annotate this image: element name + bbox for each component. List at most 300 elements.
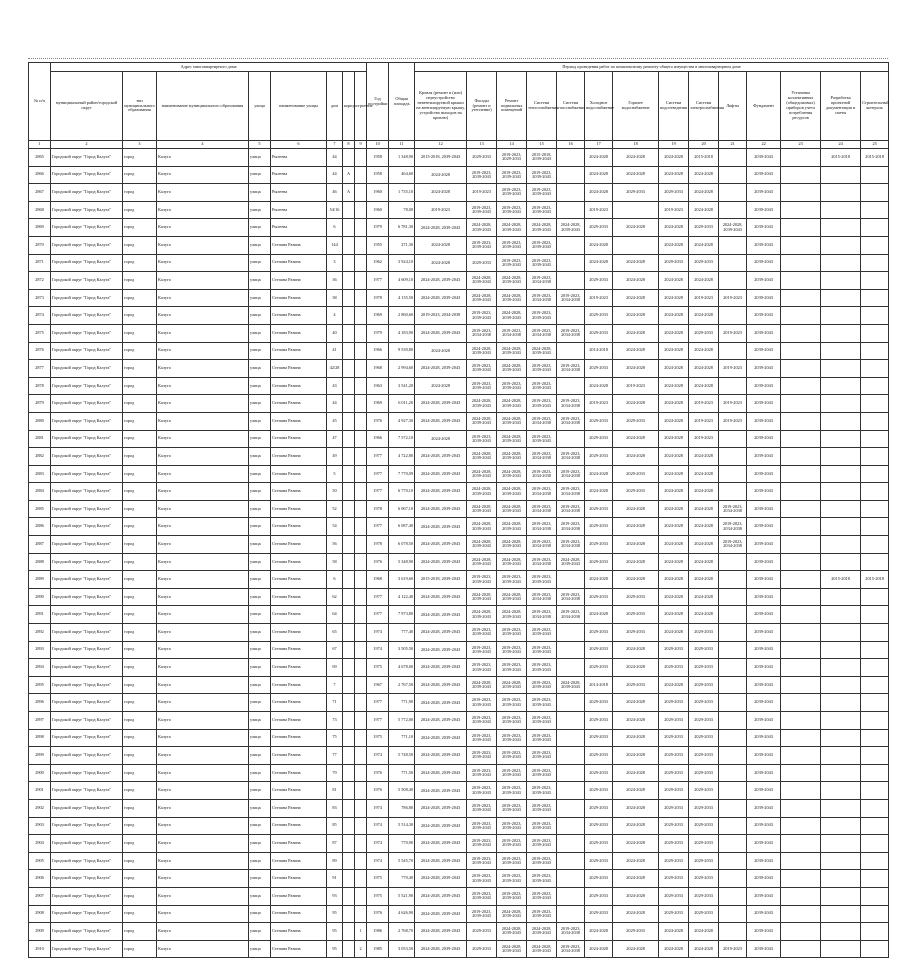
row-roof: 2024-2028, 2039-2043 [415, 606, 467, 624]
table-row [29, 817, 889, 835]
row-korpus [343, 712, 355, 730]
row-facade: 2024-2028, 2039-2043 [467, 483, 497, 501]
row-gas [557, 764, 585, 782]
row-meters [781, 887, 821, 905]
table-row [29, 395, 889, 413]
row-heating: 2019-2023, 2034-2038 [527, 606, 557, 624]
row-sewer: 2029-2033 [659, 852, 689, 870]
table-row [29, 201, 889, 219]
row-year: 1974 [367, 799, 389, 817]
row-meters [781, 641, 821, 659]
row-design [821, 624, 861, 642]
table-row [29, 342, 889, 360]
row-lifts: 2024-2028, 2039-2043 [719, 219, 747, 237]
row-area: 3 541,20 [389, 377, 415, 395]
row-street-type: улица [249, 412, 271, 430]
row-hot-water: 2029-2033 [613, 588, 659, 606]
row-roof: 2024-2028, 2039-2043 [415, 799, 467, 817]
row-foundation: 2019-2023, 2039-2043 [497, 817, 527, 835]
row-municipal: Городской округ "Город Калуга" [51, 465, 123, 483]
row-stroenie [355, 166, 367, 184]
row-foundation: 2024-2028, 2039-2043 [497, 536, 527, 554]
row-municipal: Городской округ "Город Калуга" [51, 201, 123, 219]
row-street: Степана Разина [271, 764, 327, 782]
row-street-type: улица [249, 448, 271, 466]
row-name: Калуга [157, 835, 249, 853]
row-name: Калуга [157, 553, 249, 571]
row-street-type: улица [249, 307, 271, 325]
row-type: город [123, 307, 157, 325]
row-electric: 2029-2033 [689, 254, 719, 272]
row-meters [781, 184, 821, 202]
row-roof: 2024-2028, 2039-2043 [415, 659, 467, 677]
row-street-type: улица [249, 553, 271, 571]
row-stroenie [355, 395, 367, 413]
row-roof: 2024-2028, 2039-2043 [415, 870, 467, 888]
row-facade: 2024-2028, 2039-2043 [467, 553, 497, 571]
row-type: город [123, 553, 157, 571]
row-street-type: улица [249, 835, 271, 853]
row-design: 2015-2018 [821, 149, 861, 167]
table-row [29, 324, 889, 342]
row-house: 38 [327, 289, 343, 307]
row-street: Степана Разина [271, 307, 327, 325]
row-foundation: 2019-2023, 2039-2043 [497, 764, 527, 782]
row-area: 2 768,70 [389, 923, 415, 941]
row-num: 2908 [29, 905, 51, 923]
row-stroenie [355, 430, 367, 448]
row-hot-water: 2024-2028 [613, 272, 659, 290]
row-area: 4 678,00 [389, 659, 415, 677]
row-hot-water: 2024-2028 [613, 324, 659, 342]
row-construction-control [861, 166, 889, 184]
row-year: 1955 [367, 236, 389, 254]
row-cold-water: 2029-2033 [585, 588, 613, 606]
row-heating: 2019-2023, 2039-2043 [527, 641, 557, 659]
row-lifts [719, 571, 747, 589]
row-heating: 2019-2023, 2039-2043 [527, 395, 557, 413]
row-sewer: 2024-2028 [659, 219, 689, 237]
row-area: 4 609,10 [389, 272, 415, 290]
row-stroenie [355, 307, 367, 325]
row-sewer: 2024-2028 [659, 518, 689, 536]
table-row [29, 694, 889, 712]
row-house: 75 [327, 729, 343, 747]
row-area: 7 770,09 [389, 465, 415, 483]
row-facade: 2029-2033 [467, 923, 497, 941]
row-gas: 2024-2028, 2039-2043 [557, 676, 585, 694]
row-stroenie [355, 606, 367, 624]
table-row [29, 518, 889, 536]
row-street-type: улица [249, 395, 271, 413]
row-type: город [123, 500, 157, 518]
row-stroenie [355, 448, 367, 466]
row-sewer: 2024-2028 [659, 923, 689, 941]
row-facade: 2024-2028, 2039-2043 [467, 465, 497, 483]
row-roof: 2024-2028, 2039-2043 [415, 219, 467, 237]
row-name: Калуга [157, 676, 249, 694]
row-street-type: улица [249, 940, 271, 958]
row-meters [781, 923, 821, 941]
row-num: 2907 [29, 887, 51, 905]
table-row [29, 782, 889, 800]
row-house: 95 [327, 905, 343, 923]
row-year: 1976 [367, 764, 389, 782]
row-heating: 2019-2023, 2034-2038 [527, 553, 557, 571]
row-area: 4 927,30 [389, 412, 415, 430]
row-sewer: 2029-2033 [659, 712, 689, 730]
row-street: Степана Разина [271, 412, 327, 430]
row-electric: 2029-2033 [689, 729, 719, 747]
row-gas [557, 641, 585, 659]
row-foundation: 2024-2028, 2039-2043 [497, 500, 527, 518]
row-name: Калуга [157, 641, 249, 659]
table-row [29, 852, 889, 870]
row-gas: 2019-2023, 2034-2038 [557, 606, 585, 624]
row-sewer: 2024-2028 [659, 448, 689, 466]
row-sewer: 2029-2033 [659, 835, 689, 853]
row-year: 1977 [367, 483, 389, 501]
row-num: 2876 [29, 342, 51, 360]
row-heating: 2019-2023, 2039-2043 [527, 782, 557, 800]
row-electric: 2029-2033 [689, 712, 719, 730]
row-gas: 2024-2028, 2039-2043 [557, 553, 585, 571]
row-area: 1 735,10 [389, 184, 415, 202]
row-stroenie [355, 483, 367, 501]
row-sewer: 2024-2028 [659, 395, 689, 413]
row-type: город [123, 606, 157, 624]
row-construction-control [861, 201, 889, 219]
row-year: 1960 [367, 201, 389, 219]
row-year: 1966 [367, 430, 389, 448]
row-municipal: Городской округ "Город Калуга" [51, 324, 123, 342]
row-cold-water: 2014-2018 [585, 342, 613, 360]
row-street: Степана Разина [271, 676, 327, 694]
row-municipal: Городской округ "Город Калуга" [51, 923, 123, 941]
row-construction-control [861, 553, 889, 571]
row-foundation: 2019-2023, 2034-2038 [497, 324, 527, 342]
row-gas: 2019-2023, 2034-2038 [557, 923, 585, 941]
row-house: 49 [327, 448, 343, 466]
row-area: 777,40 [389, 624, 415, 642]
table-row [29, 448, 889, 466]
row-lifts [719, 870, 747, 888]
col-electric: Система электроснабжения [689, 72, 719, 141]
row-stroenie [355, 676, 367, 694]
row-lifts: 2019-2023, 2034-2038 [719, 536, 747, 554]
row-meters [781, 588, 821, 606]
row-sewer: 2029-2033 [659, 817, 689, 835]
row-area: 5 545,70 [389, 852, 415, 870]
row-street-type: улица [249, 254, 271, 272]
table-row [29, 905, 889, 923]
row-name: Калуга [157, 940, 249, 958]
column-number: 5 [249, 141, 271, 149]
row-name: Калуга [157, 747, 249, 765]
row-facade: 2019-2023, 2039-2043 [467, 201, 497, 219]
row-meters [781, 835, 821, 853]
row-cold-water: 2029-2033 [585, 799, 613, 817]
row-house: 3 [327, 254, 343, 272]
row-gas [557, 870, 585, 888]
row-house: 54 [327, 518, 343, 536]
row-type: город [123, 887, 157, 905]
table-row [29, 465, 889, 483]
row-roof: 2024-2028, 2039-2043 [415, 500, 467, 518]
row-design [821, 676, 861, 694]
row-meters [781, 852, 821, 870]
row-electric: 2024-2028 [689, 236, 719, 254]
row-type: город [123, 166, 157, 184]
row-sewer: 2024-2028 [659, 289, 689, 307]
row-year: 1977 [367, 588, 389, 606]
row-foundation2: 2039-2043 [747, 430, 781, 448]
row-facade: 2019-2023, 2039-2043 [467, 377, 497, 395]
row-design [821, 764, 861, 782]
row-roof: 2024-2028, 2039-2043 [415, 518, 467, 536]
row-hot-water: 2024-2028 [613, 342, 659, 360]
row-roof: 2024-2028, 2039-2043 [415, 782, 467, 800]
row-type: город [123, 324, 157, 342]
repair-program-table [28, 62, 889, 958]
row-construction-control [861, 729, 889, 747]
row-gas [557, 782, 585, 800]
row-heating: 2024-2028, 2039-2043 [527, 940, 557, 958]
row-type: город [123, 342, 157, 360]
row-lifts [719, 835, 747, 853]
row-street-type: улица [249, 712, 271, 730]
row-area: 770,90 [389, 835, 415, 853]
row-cold-water: 2024-2028 [585, 606, 613, 624]
row-heating: 2019-2023, 2039-2043 [527, 676, 557, 694]
row-facade: 2019-2023, 2039-2043 [467, 887, 497, 905]
row-roof: 2015-2018, 2039-2043 [415, 149, 467, 167]
row-heating: 2019-2023, 2039-2043 [527, 764, 557, 782]
row-stroenie [355, 377, 367, 395]
row-house: 87 [327, 835, 343, 853]
row-house: 71 [327, 694, 343, 712]
row-construction-control [861, 852, 889, 870]
row-electric: 2024-2028 [689, 342, 719, 360]
row-name: Калуга [157, 184, 249, 202]
table-row [29, 659, 889, 677]
row-meters [781, 905, 821, 923]
table-row [29, 870, 889, 888]
row-electric: 2024-2028 [689, 536, 719, 554]
row-facade: 2024-2028, 2039-2043 [467, 448, 497, 466]
row-design [821, 307, 861, 325]
row-meters [781, 747, 821, 765]
row-roof: 2024-2028, 2039-2043 [415, 712, 467, 730]
table-row [29, 536, 889, 554]
row-korpus [343, 377, 355, 395]
row-gas [557, 852, 585, 870]
row-street-type: улица [249, 887, 271, 905]
row-hot-water: 2024-2028 [613, 659, 659, 677]
row-korpus [343, 923, 355, 941]
row-electric: 2024-2028 [689, 606, 719, 624]
row-municipal: Городской округ "Город Калуга" [51, 518, 123, 536]
col-year: Год постройки [367, 63, 389, 141]
row-street: Степана Разина [271, 465, 327, 483]
row-name: Калуга [157, 201, 249, 219]
row-construction-control [861, 254, 889, 272]
row-area: 6 770,10 [389, 483, 415, 501]
row-year: 1974 [367, 641, 389, 659]
row-foundation2: 2039-2043 [747, 536, 781, 554]
column-number: 10 [367, 141, 389, 149]
column-number: 13 [467, 141, 497, 149]
row-foundation2: 2039-2043 [747, 694, 781, 712]
row-foundation: 2019-2023, 2039-2043 [497, 571, 527, 589]
row-type: город [123, 184, 157, 202]
row-korpus [343, 940, 355, 958]
row-cold-water: 2019-2023 [585, 289, 613, 307]
row-lifts [719, 799, 747, 817]
row-type: город [123, 360, 157, 378]
row-hot-water: 2029-2033 [613, 412, 659, 430]
row-construction-control [861, 641, 889, 659]
row-num: 2909 [29, 923, 51, 941]
row-meters [781, 430, 821, 448]
row-municipal: Городской округ "Город Калуга" [51, 307, 123, 325]
row-gas [557, 571, 585, 589]
row-house: 44 [327, 395, 343, 413]
row-municipal: Городской округ "Город Калуга" [51, 694, 123, 712]
row-electric: 2024-2028 [689, 500, 719, 518]
row-street: Рылеева [271, 184, 327, 202]
row-gas: 2019-2023, 2034-2038 [557, 448, 585, 466]
row-house: 42/28 [327, 360, 343, 378]
row-facade: 2024-2028, 2039-2043 [467, 606, 497, 624]
row-cold-water: 2029-2033 [585, 747, 613, 765]
row-hot-water [613, 236, 659, 254]
row-stroenie [355, 905, 367, 923]
row-type: город [123, 782, 157, 800]
row-street-type: улица [249, 588, 271, 606]
row-electric: 2024-2028 [689, 360, 719, 378]
row-sewer: 2024-2028 [659, 307, 689, 325]
row-municipal: Городской округ "Город Калуга" [51, 940, 123, 958]
row-foundation: 2019-2023, 2039-2043 [497, 694, 527, 712]
row-cold-water: 2029-2033 [585, 905, 613, 923]
row-lifts: 2019-2023 [719, 940, 747, 958]
row-year: 1963 [367, 377, 389, 395]
row-year: 1975 [367, 659, 389, 677]
row-foundation: 2024-2028, 2039-2043 [497, 483, 527, 501]
row-sewer: 2024-2028 [659, 571, 689, 589]
row-name: Калуга [157, 166, 249, 184]
row-area: 4 183,90 [389, 324, 415, 342]
row-foundation: 2024-2028, 2039-2043 [497, 606, 527, 624]
row-gas: 2019-2023, 2034-2038 [557, 289, 585, 307]
table-row [29, 166, 889, 184]
row-name: Калуга [157, 799, 249, 817]
row-sewer: 2024-2028 [659, 483, 689, 501]
column-number: 6 [271, 141, 327, 149]
row-area: 786,80 [389, 799, 415, 817]
row-korpus: А [343, 184, 355, 202]
table-row [29, 289, 889, 307]
row-foundation2: 2039-2043 [747, 799, 781, 817]
row-street-type: улица [249, 536, 271, 554]
row-stroenie [355, 500, 367, 518]
row-year: 1977 [367, 694, 389, 712]
row-stroenie [355, 219, 367, 237]
row-gas [557, 430, 585, 448]
row-roof: 2024-2028, 2039-2043 [415, 641, 467, 659]
row-meters [781, 536, 821, 554]
row-stroenie [355, 694, 367, 712]
table-row [29, 307, 889, 325]
row-korpus [343, 272, 355, 290]
row-lifts [719, 307, 747, 325]
row-hot-water: 2024-2028 [613, 536, 659, 554]
row-year: 1976 [367, 782, 389, 800]
row-heating: 2024-2028, 2039-2043 [527, 219, 557, 237]
row-design [821, 835, 861, 853]
row-heating: 2019-2023, 2039-2043 [527, 729, 557, 747]
row-hot-water: 2029-2033 [613, 465, 659, 483]
row-foundation2: 2039-2043 [747, 483, 781, 501]
row-hot-water: 2024-2028 [613, 500, 659, 518]
row-cold-water: 2024-2028 [585, 184, 613, 202]
row-cold-water: 2029-2033 [585, 870, 613, 888]
row-heating: 2019-2023, 2039-2043 [527, 659, 557, 677]
row-korpus [343, 817, 355, 835]
row-lifts [719, 149, 747, 167]
col-municipal: муниципальный район/городской округ [51, 72, 123, 141]
row-area: 1 348,90 [389, 149, 415, 167]
row-design [821, 747, 861, 765]
row-design [821, 483, 861, 501]
column-number: 3 [123, 141, 157, 149]
row-lifts [719, 465, 747, 483]
row-year: 1975 [367, 729, 389, 747]
row-type: город [123, 483, 157, 501]
row-gas [557, 184, 585, 202]
row-sewer: 2024-2028 [659, 624, 689, 642]
row-name: Калуга [157, 659, 249, 677]
row-heating: 2019-2023, 2039-2043 [527, 799, 557, 817]
row-design [821, 166, 861, 184]
col-heating: Система теплоснабжения [527, 72, 557, 141]
row-cold-water: 2029-2033 [585, 307, 613, 325]
row-korpus [343, 307, 355, 325]
row-name: Калуга [157, 236, 249, 254]
row-stroenie [355, 747, 367, 765]
row-name: Калуга [157, 395, 249, 413]
document-sheet [28, 62, 888, 958]
row-type: город [123, 676, 157, 694]
row-num: 2910 [29, 940, 51, 958]
row-year: 1966 [367, 342, 389, 360]
row-cold-water: 2029-2033 [585, 729, 613, 747]
row-electric: 2029-2033 [689, 782, 719, 800]
row-roof: 2024-2028, 2039-2043 [415, 448, 467, 466]
row-cold-water: 2024-2028 [585, 465, 613, 483]
row-year: 1958 [367, 149, 389, 167]
row-lifts [719, 166, 747, 184]
row-street: Рылеева [271, 201, 327, 219]
row-facade: 2029-2033 [467, 254, 497, 272]
row-street: Степана Разина [271, 272, 327, 290]
row-area: 5 772,00 [389, 712, 415, 730]
column-number: 18 [613, 141, 659, 149]
row-foundation2: 2039-2043 [747, 887, 781, 905]
row-heating: 2019-2023, 2034-2038 [527, 448, 557, 466]
row-num: 2881 [29, 430, 51, 448]
